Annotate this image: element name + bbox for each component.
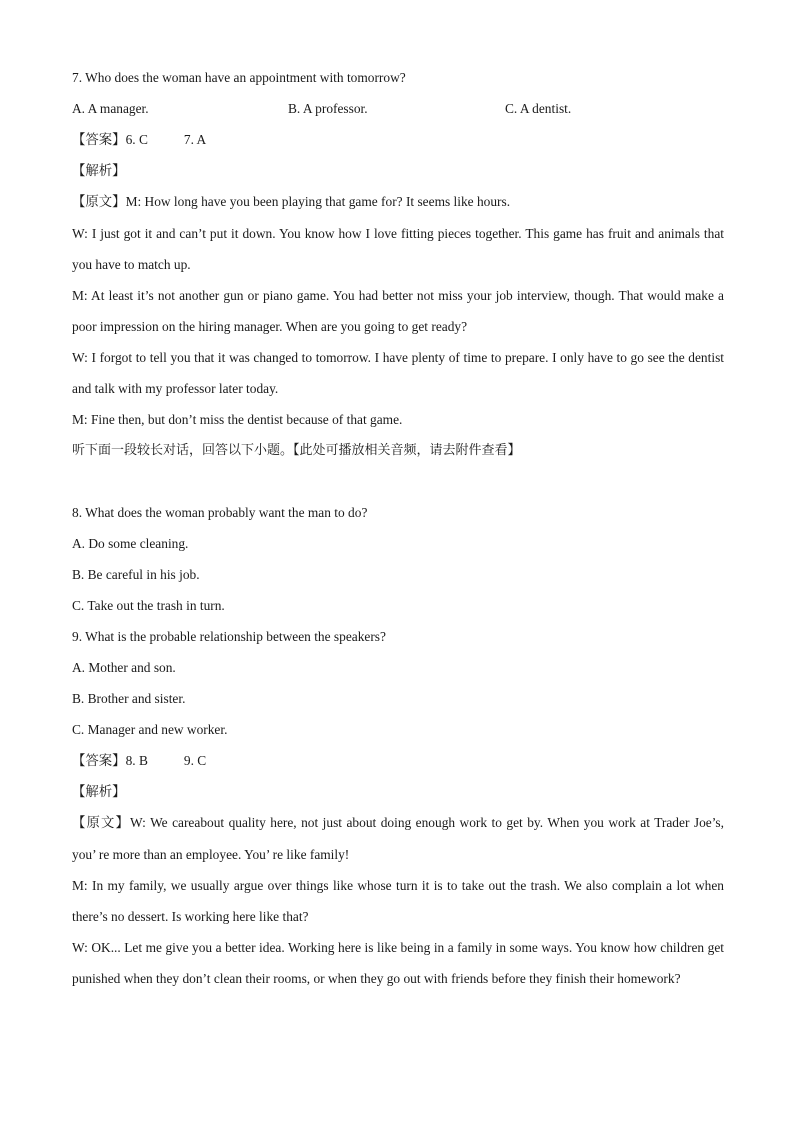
question-7: 7. Who does the woman have an appointment with tomorrow? [72,70,406,85]
answer-7: 7. A [183,132,207,147]
answer-line-2 [72,745,724,776]
q8-option-b: B. Be careful in his job. [72,567,200,582]
answer-6: 6. C [125,132,148,147]
analysis-line-2 [72,776,724,807]
q8-option-c: C. Take out the trash in turn. [72,598,225,613]
question-9: 9. What is the probable relationship between the speakers? [72,629,386,644]
transcript-1-line-3: M: At least it’s not another gun or piano game. You had better not miss your job interview, though. That would make a poor impression on the hiring manager. When are you going to get ready? [72,288,724,334]
transcript-2-line-3: W: OK... Let me give you a better idea. Working here is like being in a family in some ways. You know how children get punished when they don’t clean their rooms, or when they go out with friends before they finish their homework? [72,940,724,986]
q9-option-a: A. Mother and son. [72,660,176,675]
analysis-label: 【解析】 [72,164,126,179]
audio-instruction: 听下面一段较长对话，回答以下小题。【此处可播放相关音频，请去附件查看】 [72,443,521,458]
transcript-1-line-4: W: I forgot to tell you that it was changed to tomorrow. I have plenty of time to prepare. I only have to go see the dentist and talk with my professor later today. [72,350,724,396]
transcript-1-line-1: 【原文】M: How long have you been playing that game for? It seems like hours. [72,194,511,210]
q9-option-b: B. Brother and sister. [72,691,186,706]
answer-label: 【答案】 [72,754,126,769]
q7-option-c: C. A dentist. [505,101,572,116]
transcript-label: 【原文】 [72,195,126,210]
document-page [72,62,724,994]
transcript-label: 【原文】 [72,816,131,831]
question-7-options [72,93,724,124]
q7-option-b: B. A professor. [288,101,368,116]
analysis-label: 【解析】 [72,785,126,800]
answer-line-1 [72,124,724,155]
q7-option-a: A. A manager. [72,101,149,116]
answer-8: 8. B [125,753,148,768]
q9-option-c: C. Manager and new worker. [72,722,228,737]
transcript-2-line-1: 【原文】W: We careabout quality here, not just about doing enough work to get by. When you work at Trader Joe’s, you’ re more than an employee. You’ re like family! [72,815,724,862]
answer-9: 9. C [183,753,207,768]
transcript-2-line-2: M: In my family, we usually argue over things like whose turn it is to take out the trash. We also complain a lot when there’s no dessert. Is working here like that? [72,878,724,924]
transcript-1-line-5: M: Fine then, but don’t miss the dentist because of that game. [72,412,403,427]
transcript-1-line-2: W: I just got it and can’t put it down. You know how I love fitting pieces together. This game has fruit and animals that you have to match up. [72,226,724,272]
analysis-line-1 [72,155,724,186]
question-8: 8. What does the woman probably want the man to do? [72,505,368,520]
q8-option-a: A. Do some cleaning. [72,536,189,551]
answer-label: 【答案】 [72,133,126,148]
